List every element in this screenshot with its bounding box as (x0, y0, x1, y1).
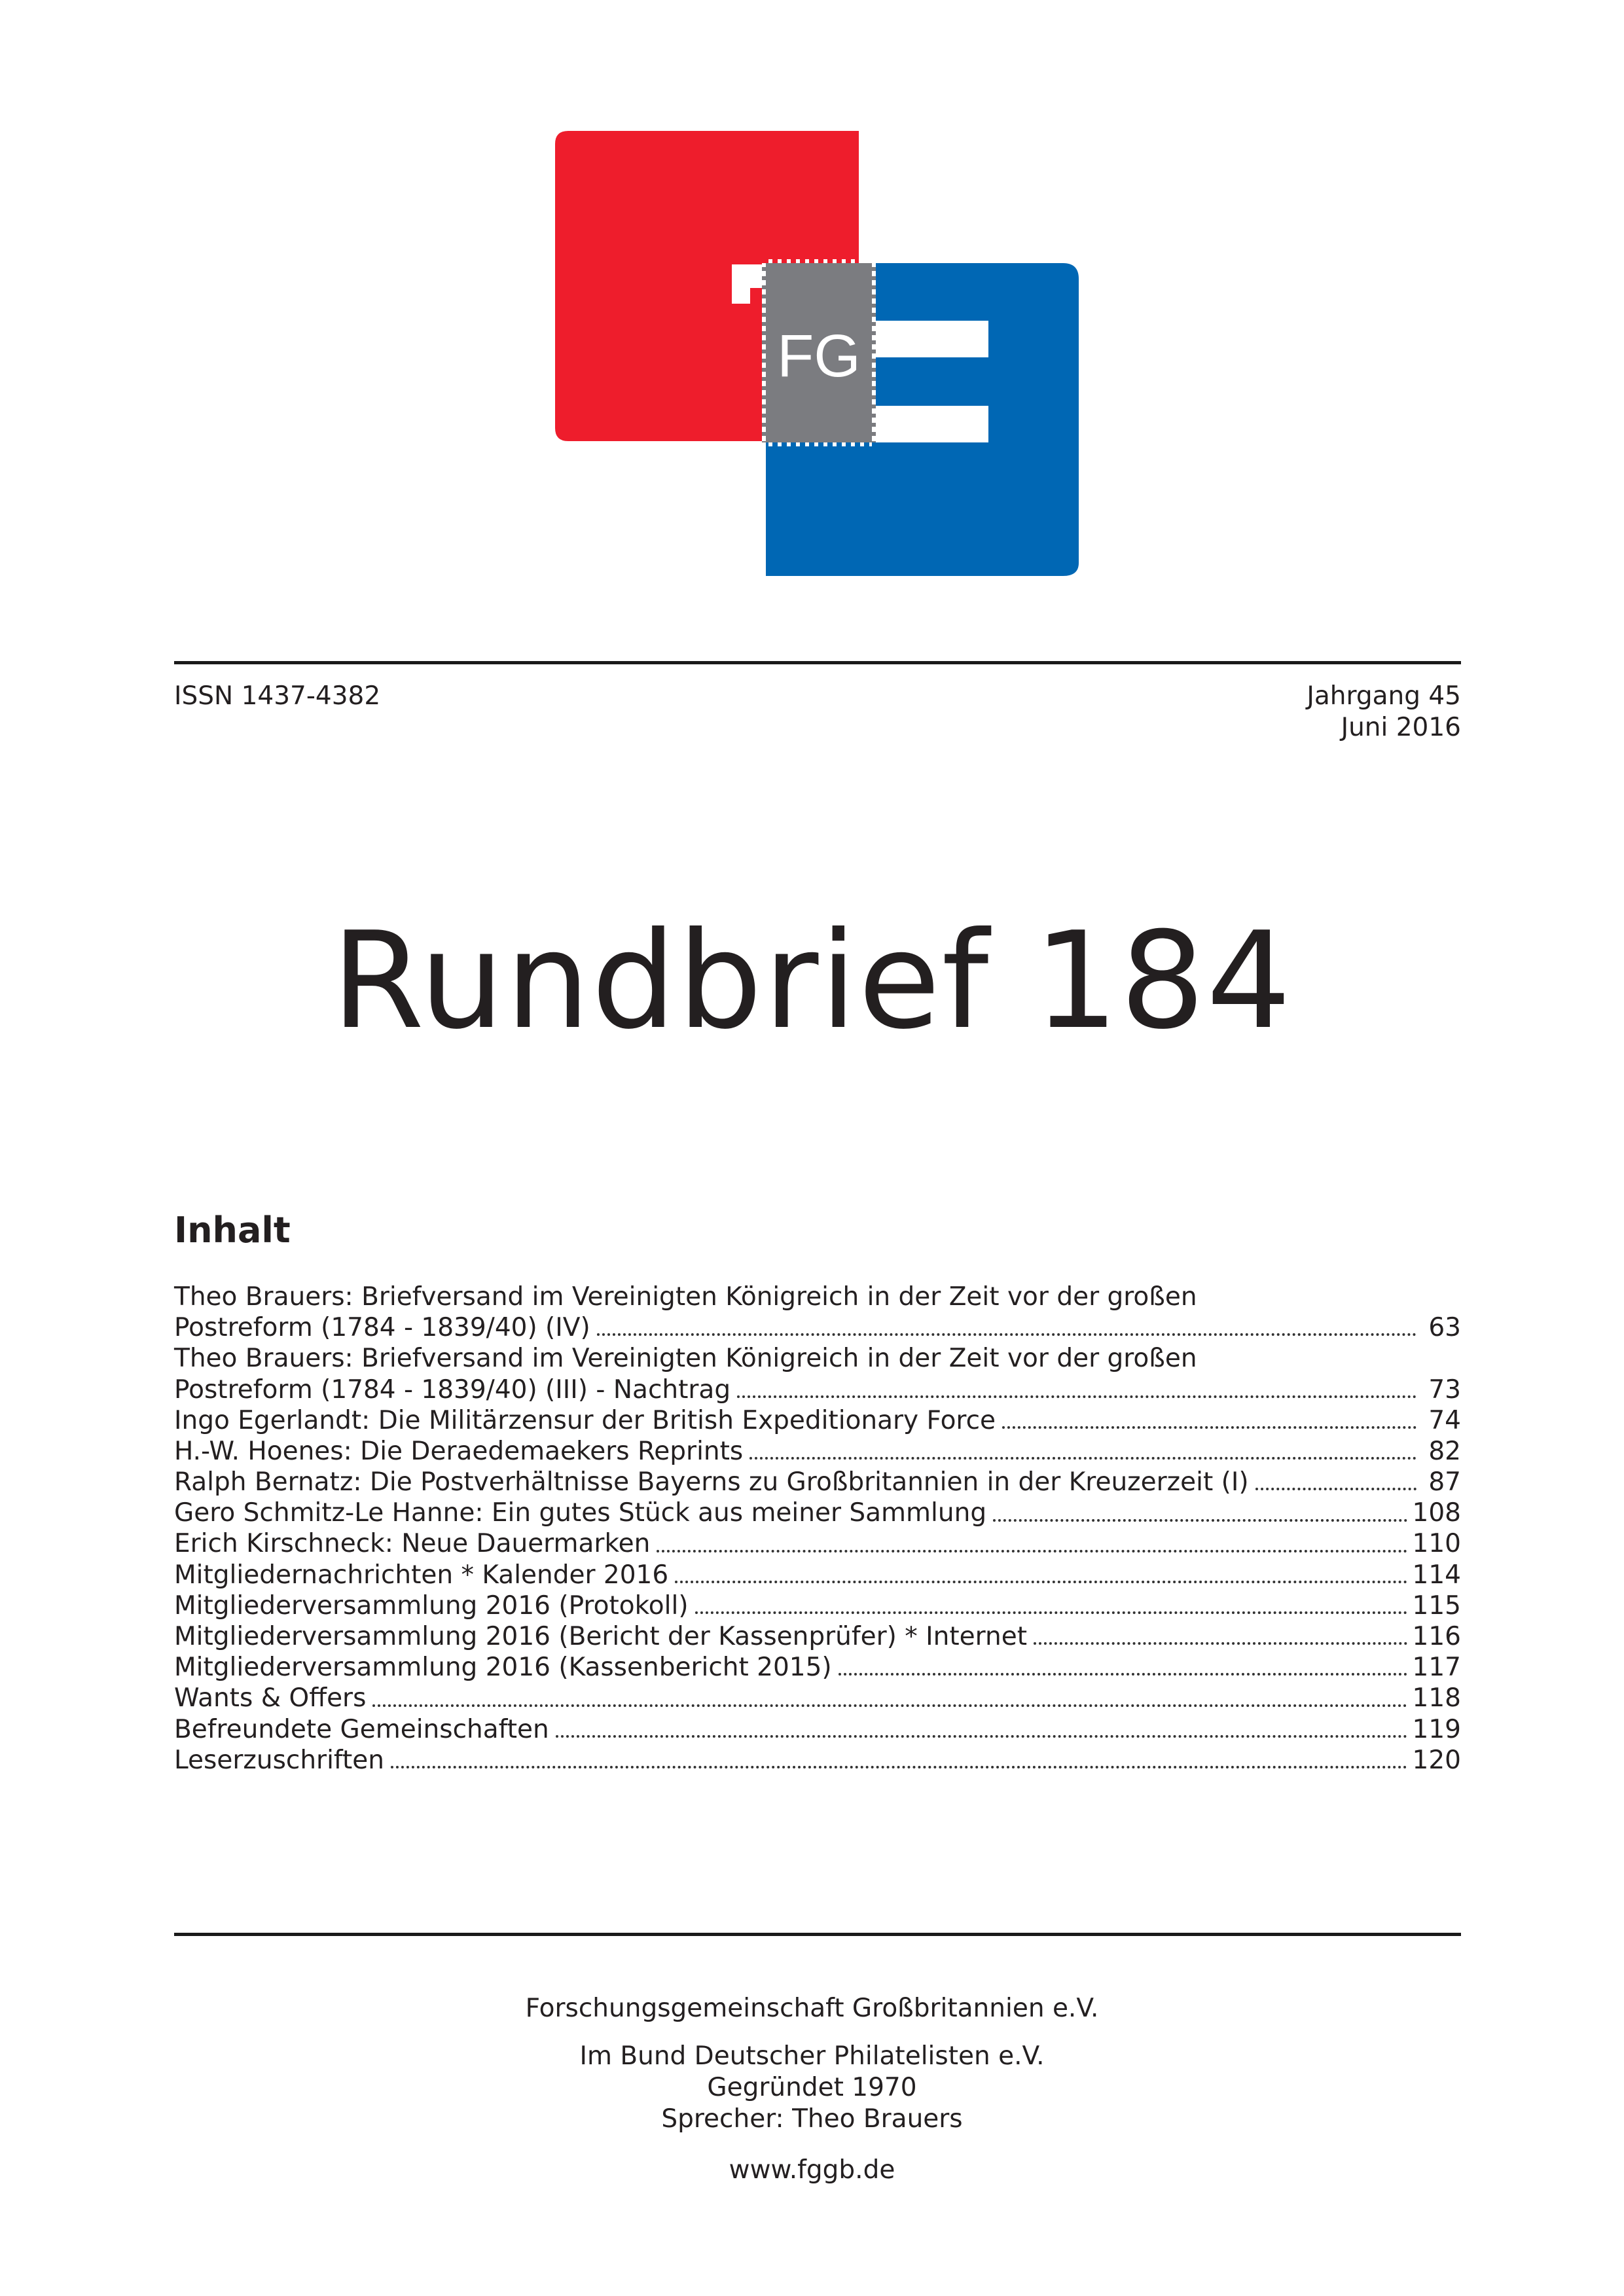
toc-leader-dots (749, 1457, 1416, 1460)
toc-entry (174, 1529, 1461, 1560)
toc-title: Leserzuschriften (174, 1745, 384, 1775)
toc-line (174, 1621, 1461, 1652)
toc-leader-dots (737, 1395, 1416, 1398)
fg-logo (555, 131, 1079, 576)
footer-url[interactable]: www.fggb.de (729, 2155, 895, 2185)
contents-heading: Inhalt (174, 1210, 291, 1251)
toc-page-number: 118 (1412, 1683, 1461, 1713)
toc-entry (174, 1590, 1461, 1621)
toc-title: H.-W. Hoenes: Die Deraedemaekers Reprints (174, 1436, 744, 1466)
toc-leader-dots (597, 1333, 1416, 1336)
toc-page-number: 116 (1412, 1622, 1461, 1652)
jahrgang: Jahrgang 45 (1307, 681, 1461, 711)
toc-entry (174, 1498, 1461, 1528)
toc-entry (174, 1745, 1461, 1776)
toc-line (174, 1436, 1461, 1467)
footer-speaker: Sprecher: Theo Brauers (661, 2104, 963, 2134)
toc-line (174, 1652, 1461, 1683)
toc-line (174, 1467, 1461, 1498)
issn: ISSN 1437-4382 (174, 681, 381, 711)
footer-bund: Im Bund Deutscher Philatelisten e.V. (579, 2041, 1045, 2071)
toc-line (174, 1683, 1461, 1713)
toc-entry (174, 1405, 1461, 1436)
toc-title: Theo Brauers: Briefversand im Vereinigten Königreich in der Zeit vor der großen (174, 1282, 1197, 1312)
toc-page-number: 117 (1412, 1653, 1461, 1683)
toc-leader-dots (657, 1550, 1407, 1552)
toc-entry (174, 1652, 1461, 1683)
toc-line (174, 1374, 1461, 1405)
toc-entry (174, 1282, 1461, 1343)
toc-line (174, 1498, 1461, 1528)
toc-page-number: 110 (1412, 1529, 1461, 1559)
toc-entry (174, 1343, 1461, 1405)
toc-title: Mitgliedernachrichten * Kalender 2016 (174, 1560, 669, 1590)
toc-leader-dots (993, 1519, 1407, 1522)
toc-title: Gero Schmitz-Le Hanne: Ein gutes Stück aus meiner Sammlung (174, 1498, 987, 1528)
toc-leader-dots (695, 1611, 1407, 1614)
toc-line (174, 1745, 1461, 1776)
toc-title: Mitgliederversammlung 2016 (Kassenbericht 2015) (174, 1653, 832, 1683)
footer-rule (174, 1933, 1461, 1936)
toc-entry (174, 1436, 1461, 1467)
toc-leader-dots (1255, 1488, 1416, 1490)
toc-leader-dots (675, 1581, 1407, 1583)
toc-line (174, 1343, 1461, 1374)
toc-title: Ingo Egerlandt: Die Militärzensur der British Expeditionary Force (174, 1405, 996, 1435)
toc-entry (174, 1714, 1461, 1745)
footer-org: Forschungsgemeinschaft Großbritannien e.V. (525, 1994, 1099, 2023)
toc-title: Postreform (1784 - 1839/40) (IV) (174, 1313, 590, 1343)
toc-title: Ralph Bernatz: Die Postverhältnisse Bayerns zu Großbritannien in der Kreuzerzeit (I) (174, 1467, 1249, 1498)
toc-leader-dots (839, 1673, 1407, 1676)
toc-title: Mitgliederversammlung 2016 (Bericht der Kassenprüfer) * Internet (174, 1622, 1027, 1652)
toc-page-number: 74 (1428, 1405, 1461, 1435)
toc-line (174, 1529, 1461, 1560)
toc-line (174, 1560, 1461, 1590)
toc-line (174, 1405, 1461, 1436)
toc-title: Mitgliederversammlung 2016 (Protokoll) (174, 1590, 689, 1621)
toc-entry (174, 1560, 1461, 1590)
toc-page-number: 115 (1412, 1590, 1461, 1621)
toc-page-number: 120 (1412, 1745, 1461, 1775)
toc-leader-dots (1002, 1426, 1416, 1429)
toc-leader-dots (556, 1735, 1407, 1738)
toc-leader-dots (391, 1766, 1407, 1768)
toc-page-number: 87 (1428, 1467, 1461, 1498)
toc-title: Wants & Offers (174, 1683, 367, 1713)
header-rule (174, 661, 1461, 664)
toc-line (174, 1714, 1461, 1745)
toc-page-number: 63 (1428, 1313, 1461, 1343)
footer-founded: Gegründet 1970 (707, 2073, 917, 2102)
toc-line (174, 1312, 1461, 1343)
toc-leader-dots (372, 1704, 1407, 1707)
toc-title: Erich Kirschneck: Neue Dauermarken (174, 1529, 651, 1559)
toc-page-number: 108 (1412, 1498, 1461, 1528)
toc-title: Theo Brauers: Briefversand im Vereinigten Königreich in der Zeit vor der großen (174, 1344, 1197, 1374)
toc-entry (174, 1467, 1461, 1498)
toc-line (174, 1590, 1461, 1621)
volume-date (1307, 681, 1461, 744)
toc-entry (174, 1621, 1461, 1652)
page-title: Rundbrief 184 (331, 904, 1293, 1059)
issue-date: Juni 2016 (1341, 713, 1461, 742)
toc-line (174, 1282, 1461, 1312)
toc-page-number: 119 (1412, 1714, 1461, 1744)
toc-title: Befreundete Gemeinschaften (174, 1714, 549, 1744)
toc-page-number: 82 (1428, 1436, 1461, 1466)
toc-page-number: 73 (1428, 1374, 1461, 1405)
toc-page-number: 114 (1412, 1560, 1461, 1590)
table-of-contents (174, 1282, 1461, 1776)
logo-letters: FG (777, 323, 861, 389)
toc-entry (174, 1683, 1461, 1713)
toc-title: Postreform (1784 - 1839/40) (III) - Nachtrag (174, 1374, 731, 1405)
toc-leader-dots (1034, 1642, 1407, 1645)
